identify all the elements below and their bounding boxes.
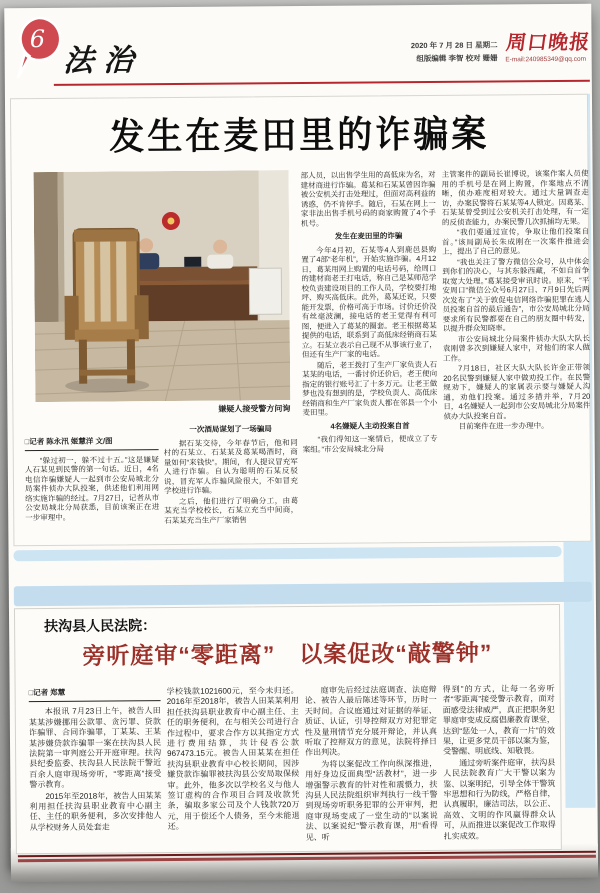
- section-title: 法治: [62, 43, 145, 79]
- paragraph: 2015年至2018年，被告人田某某利用担任扶沟县职业教育中心副主任、主任的职务便利，多次安排他人从学校财务人员处套走: [29, 790, 162, 833]
- date-block: [366, 38, 498, 65]
- article2-column-2-text: [167, 686, 300, 833]
- subheading: 一次酒局谋划了一场骗局: [189, 424, 272, 434]
- courtroom-photo: [34, 170, 291, 402]
- paragraph: 主管案件的副局长崔博说，该案作案人员使用的手机号是在网上购置，作案地点不清晰，侦办难度相对较大。通过大量调查走访，办案民警将石某某等4人锁定。因葛某、石某某曾受到过公安机关打击处理，有一定的反侦查能力，办案民警几次抓捕均无果。: [441, 168, 589, 227]
- paragraph: “我们要通过宣传，争取让他们投案自首。”该局副局长朱成刚在一次案件推进会上，提出了自己的意见。: [442, 226, 590, 256]
- paragraph: 部人员，以出售学生用的高低床为名，对建材商进行诈骗。葛某和石某某曾因诈骗被公安机关打击处理过，但面对高利益的诱惑，仍不肯停手。随后，石某在网上一家非法出售手机号码的商家购置了4个手机号。: [300, 169, 436, 228]
- page-number: 6: [29, 24, 46, 54]
- subheading: 4名嫌疑人主动投案自首: [330, 420, 410, 431]
- photo-caption: 嫌疑人接受警方问询: [218, 404, 291, 414]
- staff-line: 组版编辑 李智 校对 姗姗: [416, 53, 498, 64]
- article1-byline: □记者 陈永汛 姬慧洋 文/图: [25, 436, 159, 451]
- article1-column-4: [442, 169, 592, 540]
- paragraph: 7月18日，社区大队大队长许金正带领20名民警到嫌疑人家中做劝投工作。在民警规劝下，嫌疑人的家属表示要与嫌疑人沟通，劝他们投案。通过多措并举，7月20日，4名嫌疑人一起到市公安局城北分局案件侦办大队投案自首。: [443, 362, 591, 421]
- paragraph: “我也关注了警方微信公众号，从中体会到你们的决心，与其东躲西藏，不如自首争取宽大处理。”葛某接受审讯时说。原来，“平安周口”微信公众号6月27日、7月9日先后两次发布了“关于敦促电信网络诈骗犯罪在逃人员投案自首的最后通告”，市公安局城北分局要求所有民警都要在自己的朋友圈中转发，以提升群众知晓率。: [442, 256, 590, 333]
- paragraph: 目前案件在进一步办理中。: [458, 421, 549, 431]
- article1-column-4-text: [442, 169, 591, 432]
- paragraph: 今年4月初，石某等4人到鹿邑县购置了4部“老年机”，开始实施诈骗。4月12日，葛某用网上购置的电话号码，给周口的建材商老王打电话，称自己是某师范学校负责建设项目的工作人员，学校要打地坪、购买高低床。此外，葛某还说，只要能开发票，价格可高于市场。讨价还价没有丝毫波澜，接电话的老王觉得有利可图，便进入了葛某的圈套。老王根据葛某提供的电话，联系到了高低床经销商石某立。石某立表示自己现不从事该行业了，但还有生产厂家的电话。: [301, 244, 437, 359]
- paragraph: 之后，他们进行了明确分工，由葛某充当学校校长，石某立充当中间商，石某某充当生产厂家销售: [164, 495, 299, 525]
- subheading: 发生在麦田里的诈骗: [334, 231, 403, 241]
- article2-byline: □记者 郑慧: [29, 687, 161, 702]
- article1-column-1-text: [25, 455, 160, 523]
- article2-column-2: [167, 686, 300, 847]
- article2-column-4-text: [443, 684, 556, 842]
- article2-kicker: 扶沟县人民法院：: [44, 617, 157, 635]
- paragraph: “我们得知这一案情后，便成立了专案组。”市公安局城北分局: [302, 433, 438, 454]
- article1-column-2-text: [164, 424, 299, 525]
- paragraph: 庭审先后经过法庭调查、法庭辩论、被告人最后陈述等环节，历时一天时间。合议庭通过对证据的举证、质证、认证，引导控辩双方对犯罪定性及量刑情节充分展开辩论，并认真听取了控辩双方的意见，法院将择日作出判决。: [304, 684, 438, 758]
- contact-email: E-mail:240985349@qq.com: [505, 55, 587, 64]
- article1-column-1: [25, 436, 160, 563]
- article2-column-4: [443, 684, 556, 845]
- paragraph: 通过旁听案件庭审，扶沟县人民法院教育广大干警以案为鉴、以案明纪，引导全体干警筑牢思想和行为防线，严格自律，认真履职，廉洁司法，以公正、高效、文明的作风赢得群众认可，从而推进以案促改工作取得扎实成效。: [443, 757, 556, 841]
- article2-column-1: [29, 687, 162, 848]
- article1-column-2: [163, 420, 298, 543]
- paragraph: 得到”的方式，让每一名旁听者“零距离”接受警示教育，面对面感受法律威严，真正把职务犯罪庭审变成反腐倡廉教育课堂，达到“惩处一人，教育一片”的效果，让更多党员干部以案为鉴，受警醒、明底线、知敬畏。: [442, 684, 556, 757]
- paragraph: “躲过初一，躲不过十五。”这是嫌疑人石某见到民警的第一句话。近日，4名电信诈骗嫌疑人一起到市公安局城北分局案件侦办大队投案，供述他们利用网络实施诈骗的经过。7月27日，记者从市公安局城北分局获悉，目前该案正在进一步审理中。: [24, 454, 160, 522]
- article2-column-1-text: [29, 707, 162, 834]
- paragraph: 市公安局城北分局案件侦办大队大队长袁刚曾多次到嫌疑人家中，对他们的家人做工作。: [442, 333, 590, 363]
- page-number-pin-icon: [13, 16, 64, 82]
- paragraph: 据石某交待，今年春节后，他和同村的石某立、石某某及葛某喝酒时，商量如何“来钱快”。期间，有人提议冒充军人进行诈骗。自认为聪明的石某反驳说，冒充军人诈骗风险很大，不如冒充学校进行诈骗。: [163, 437, 298, 496]
- article1-headline: 发生在麦田里的诈骗案: [109, 113, 490, 158]
- article2-column-3-text: [305, 685, 438, 843]
- article2-column-3: [305, 685, 438, 846]
- paragraph: 随后，老王拨打了生产厂家负责人石某某的电话，一番讨价还价后，老王便向指定的银行账号汇了十多万元。让老王做梦也没有想到的是，学校负责人、高低床经销商和生产厂家负责人都在邻县一个小麦田里。: [302, 359, 438, 417]
- courtroom-photo-illustration: [34, 170, 291, 402]
- officer-right: [213, 240, 227, 254]
- paragraph: 本报讯 7月23日上午，被告人田某某涉嫌挪用公款罪、贪污罪、贷款诈骗罪、合同诈骗罪，丁某某、王某某涉嫌贷款诈骗罪一案在扶沟县人民法院第一审判庭公开开庭审理。扶沟县纪委监委、扶沟县人民法院干警近百余人庭审现场旁听，“零距离”接受警示教育。: [28, 706, 162, 790]
- paragraph: 学校钱款1021600元，至今未归还。2016年至2018年，被告人田某某利用担任扶沟县职业教育中心副主任、主任的职务便利，在与相关公司进行合作过程中，要求合作方以其指定方式进行费用结算，共计侵吞公款967473.15元。被告人田某某在担任扶沟县职业教育中心校长期间，因涉嫌贷款诈骗罪被扶沟县公安局取保候审。此外，他多次以学校名义与他人签订虚构的合作项目合同及收款凭条，骗取多家公司及个人钱款720万元，用于偿还个人债务，至今未能退还。: [166, 686, 300, 832]
- newspaper-masthead: 周口晚报: [504, 29, 592, 55]
- date-line: 2020 年 7 月 28 日 星期二: [410, 40, 498, 51]
- article1-column-3: [301, 170, 439, 541]
- officer-left: [139, 238, 153, 252]
- paragraph: 为将以案促改工作向纵深推进，用好身边反面典型“活教材”，进一步增强警示教育的针对性和震慑力，扶沟县人民法院组织审判执行一线干警到现场旁听职务犯罪的公开审判，把庭审现场变成了一堂生动的“以案说法、以案说纪”警示教育课，用“看得见、听: [305, 758, 438, 842]
- article2-headline: 旁听庭审“零距离” 以案促改“敲警钟”: [82, 639, 493, 669]
- article1-column-3-text: [301, 170, 438, 454]
